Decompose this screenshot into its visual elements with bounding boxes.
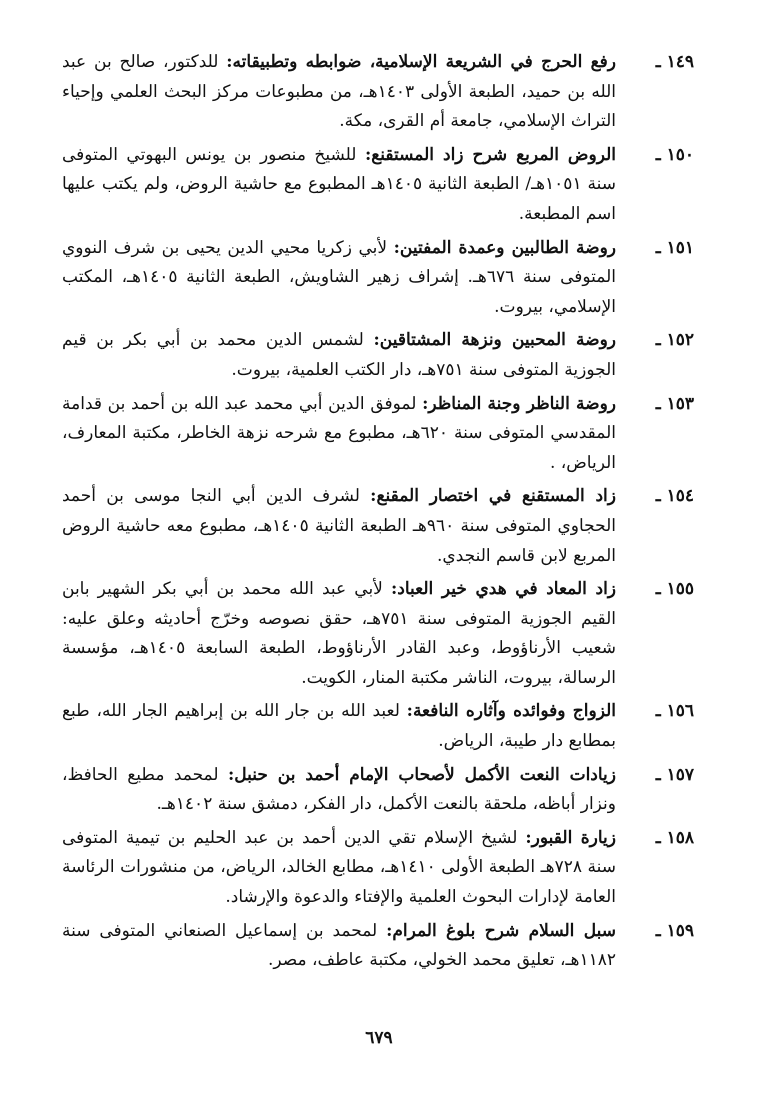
bibliography-entry <box>62 48 694 137</box>
bibliography-entry <box>62 917 694 976</box>
entry-title: زاد المعاد في هدي خير العباد: <box>390 579 616 600</box>
entry-number: ١٥٩ ـ <box>655 920 694 941</box>
entry-title: الزواج وفوائده وآثاره النافعة: <box>406 701 616 722</box>
entry-body: لعبد الله بن جار الله بن إبراهيم الجار الله، طبع بمطابع دار طيبة، الرياض. <box>62 701 616 752</box>
bibliography-entry <box>62 234 694 323</box>
entry-body: لمحمد بن إسماعيل الصنعاني المتوفى سنة ١١٨٢هـ، تعليق محمد الخولي، مكتبة عاطف، مصر. <box>62 920 616 971</box>
entry-body: لأبي زكريا محيي الدين يحيى بن شرف النووي المتوفى سنة ٦٧٦هـ. إشراف زهير الشاويش، الطبعة الثانية ١٤٠٥هـ، المكتب الإسلامي، بيروت. <box>62 237 617 317</box>
page-number: ٦٧٩ <box>365 1028 393 1048</box>
bibliography-entry <box>62 761 694 820</box>
entry-title: زيادات النعت الأكمل لأصحاب الإمام أحمد بن حنبل: <box>227 764 616 785</box>
entry-body: لشرف الدين أبي النجا موسى بن أحمد الحجاوي المتوفى سنة ٩٦٠هـ الطبعة الثانية ١٤٠٥هـ، مطبوع معه حاشية الروض المربع لابن قاسم النجدي. <box>62 486 616 566</box>
bibliography-entry <box>62 697 694 756</box>
entry-number: ١٥٢ ـ <box>655 330 694 351</box>
bibliography-entry <box>62 482 694 571</box>
bibliography-entry <box>62 390 694 479</box>
bibliography-entry <box>62 575 694 693</box>
bibliography-entry <box>62 141 694 230</box>
entry-number: ١٥٨ ـ <box>655 827 694 848</box>
entry-body: لشمس الدين محمد بن أبي بكر بن قيم الجوزية المتوفى سنة ٧٥١هـ، دار الكتب العلمية، بيروت. <box>62 330 616 380</box>
entry-title: رفع الحرج في الشريعة الإسلامية، ضوابطه وتطبيقاته: <box>226 52 616 72</box>
entry-body: للشيخ منصور بن يونس البهوتي المتوفى سنة ١٠٥١هـ/ الطبعة الثانية ١٤٠٥هـ المطبوع مع حاشية الروض، ولم يكتب عليها اسم المطبعة. <box>62 144 616 224</box>
entry-number: ١٥١ ـ <box>655 237 694 258</box>
entry-body: لأبي عبد الله محمد بن أبي بكر الشهير بابن القيم الجوزية المتوفى سنة ٧٥١هـ، حقق نصوصه وخرّج أحاديثه وعلق عليه: شعيب الأرناؤوط، وعبد القادر الأرناؤوط، الطبعة السابعة ١٤٠٥هـ، مؤسسة الرسالة، بيروت، الناشر مكتبة المنار، الكويت. <box>62 579 616 688</box>
entry-title: روضة المحبين ونزهة المشتاقين: <box>373 330 616 351</box>
entry-number: ١٤٩ ـ <box>655 52 694 72</box>
entry-title: روضة الناظر وجنة المناظر: <box>422 393 616 414</box>
entry-body: لمحمد مطيع الحافظ، ونزار أباظه، ملحقة بالنعت الأكمل، دار الفكر، دمشق سنة ١٤٠٢هـ. <box>62 764 616 815</box>
bibliography-entry <box>62 326 694 385</box>
bibliography-list <box>62 48 694 980</box>
entry-body: لموفق الدين أبي محمد عبد الله بن أحمد بن قدامة المقدسي المتوفى سنة ٦٢٠هـ، مطبوع مع شرحه نزهة الخاطر، مكتبة المعارف، الرياض، . <box>62 393 616 473</box>
entry-number: ١٥٦ ـ <box>655 701 694 722</box>
entry-number: ١٥٥ ـ <box>655 579 694 600</box>
entry-number: ١٥٤ ـ <box>655 486 694 507</box>
entry-body: للدكتور، صالح بن عبد الله بن حميد، الطبعة الأولى ١٤٠٣هـ، من مطبوعات مركز البحث العلمي وإحياء التراث الإسلامي، جامعة أم القرى، مكة. <box>62 52 616 132</box>
entry-body: لشيخ الإسلام تقي الدين أحمد بن عبد الحليم بن تيمية المتوفى سنة ٧٢٨هـ الطبعة الأولى ١٤١٠هـ، مطابع الخالد، الرياض، من منشورات الرئاسة العامة لإدارات البحوث العلمية والإفتاء والدعوة والإرشاد. <box>62 827 616 908</box>
entry-title: روضة الطالبين وعمدة المفتين: <box>393 237 616 258</box>
entry-number: ١٥٣ ـ <box>655 393 694 414</box>
bibliography-entry <box>62 824 694 913</box>
entry-title: سبل السلام شرح بلوغ المرام: <box>386 920 616 941</box>
entry-title: الروض المربع شرح زاد المستقنع: <box>364 144 616 165</box>
entry-number: ١٥٠ ـ <box>655 144 694 165</box>
entry-title: زيارة القبور: <box>525 827 616 848</box>
entry-number: ١٥٧ ـ <box>655 764 694 785</box>
entry-title: زاد المستقنع في اختصار المقنع: <box>370 486 616 507</box>
